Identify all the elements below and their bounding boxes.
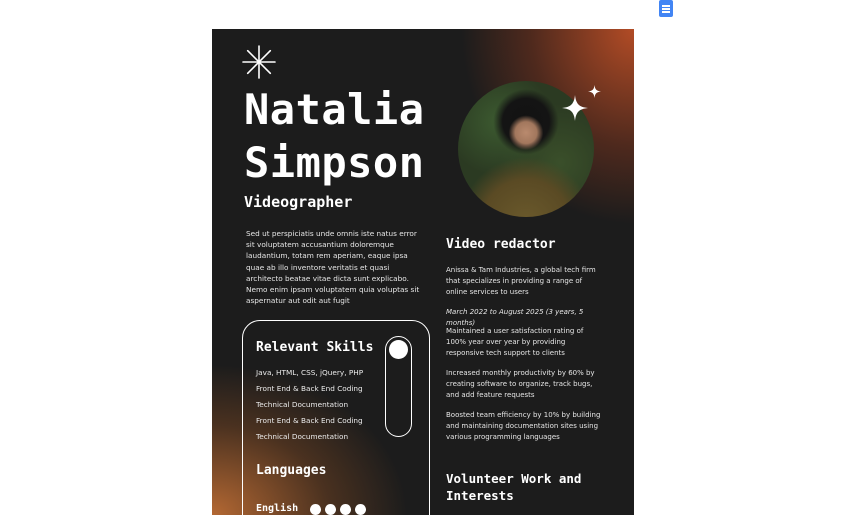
- toggle-knob: [389, 340, 408, 359]
- last-name: Simpson: [244, 138, 425, 187]
- first-name: Natalia: [244, 85, 425, 134]
- language-name: English: [256, 503, 299, 514]
- experience-bullet: Boosted team efficiency by 10% by building and maintaining documentation sites using various programming languages: [446, 411, 601, 442]
- asterisk-icon: [242, 45, 276, 79]
- language-level-dot: [340, 504, 351, 515]
- experience-title: Video redactor: [446, 237, 556, 252]
- skill-item: Technical Documentation: [256, 400, 349, 409]
- experience-bullet: Maintained a user satisfaction rating of 100% year over year by providing responsive tech support to clients: [446, 327, 584, 358]
- languages-title: Languages: [256, 463, 327, 478]
- sparkle-small-icon: [588, 85, 601, 98]
- language-level-dot: [325, 504, 336, 515]
- experience-company: Anissa & Tam Industries, a global tech firm that specializes in providing a range of online services to users: [446, 266, 596, 297]
- document-icon[interactable]: [659, 0, 673, 17]
- skill-item: Technical Documentation: [256, 432, 349, 441]
- resume-page: [212, 29, 634, 515]
- skills-toggle: [385, 336, 412, 437]
- experience-dates: March 2022 to August 2025 (3 years, 5 months): [446, 308, 584, 328]
- language-level-dot: [355, 504, 366, 515]
- bio-text: Sed ut perspiciatis unde omnis iste natus error sit voluptatem accusantium doloremque laudantium, totam rem aperiam, eaque ipsa quae ab illo inventore veritatis et quasi architecto beatae vitae dicta sunt explicabo. Nemo enim ipsam voluptatem quia voluptas sit aspernatur aut odit aut fugit: [246, 229, 420, 306]
- skill-item: Java, HTML, CSS, jQuery, PHP: [256, 368, 364, 377]
- language-level-dot: [310, 504, 321, 515]
- skill-item: Front End & Back End Coding: [256, 416, 363, 425]
- skills-title: Relevant Skills: [256, 340, 374, 355]
- skill-item: Front End & Back End Coding: [256, 384, 363, 393]
- sparkle-large-icon: [562, 95, 588, 121]
- experience-bullet: Increased monthly productivity by 60% by creating software to organize, track bugs, and add feature requests: [446, 369, 595, 400]
- job-role: Videographer: [244, 193, 353, 211]
- volunteer-title: Volunteer Work and Interests: [446, 471, 582, 503]
